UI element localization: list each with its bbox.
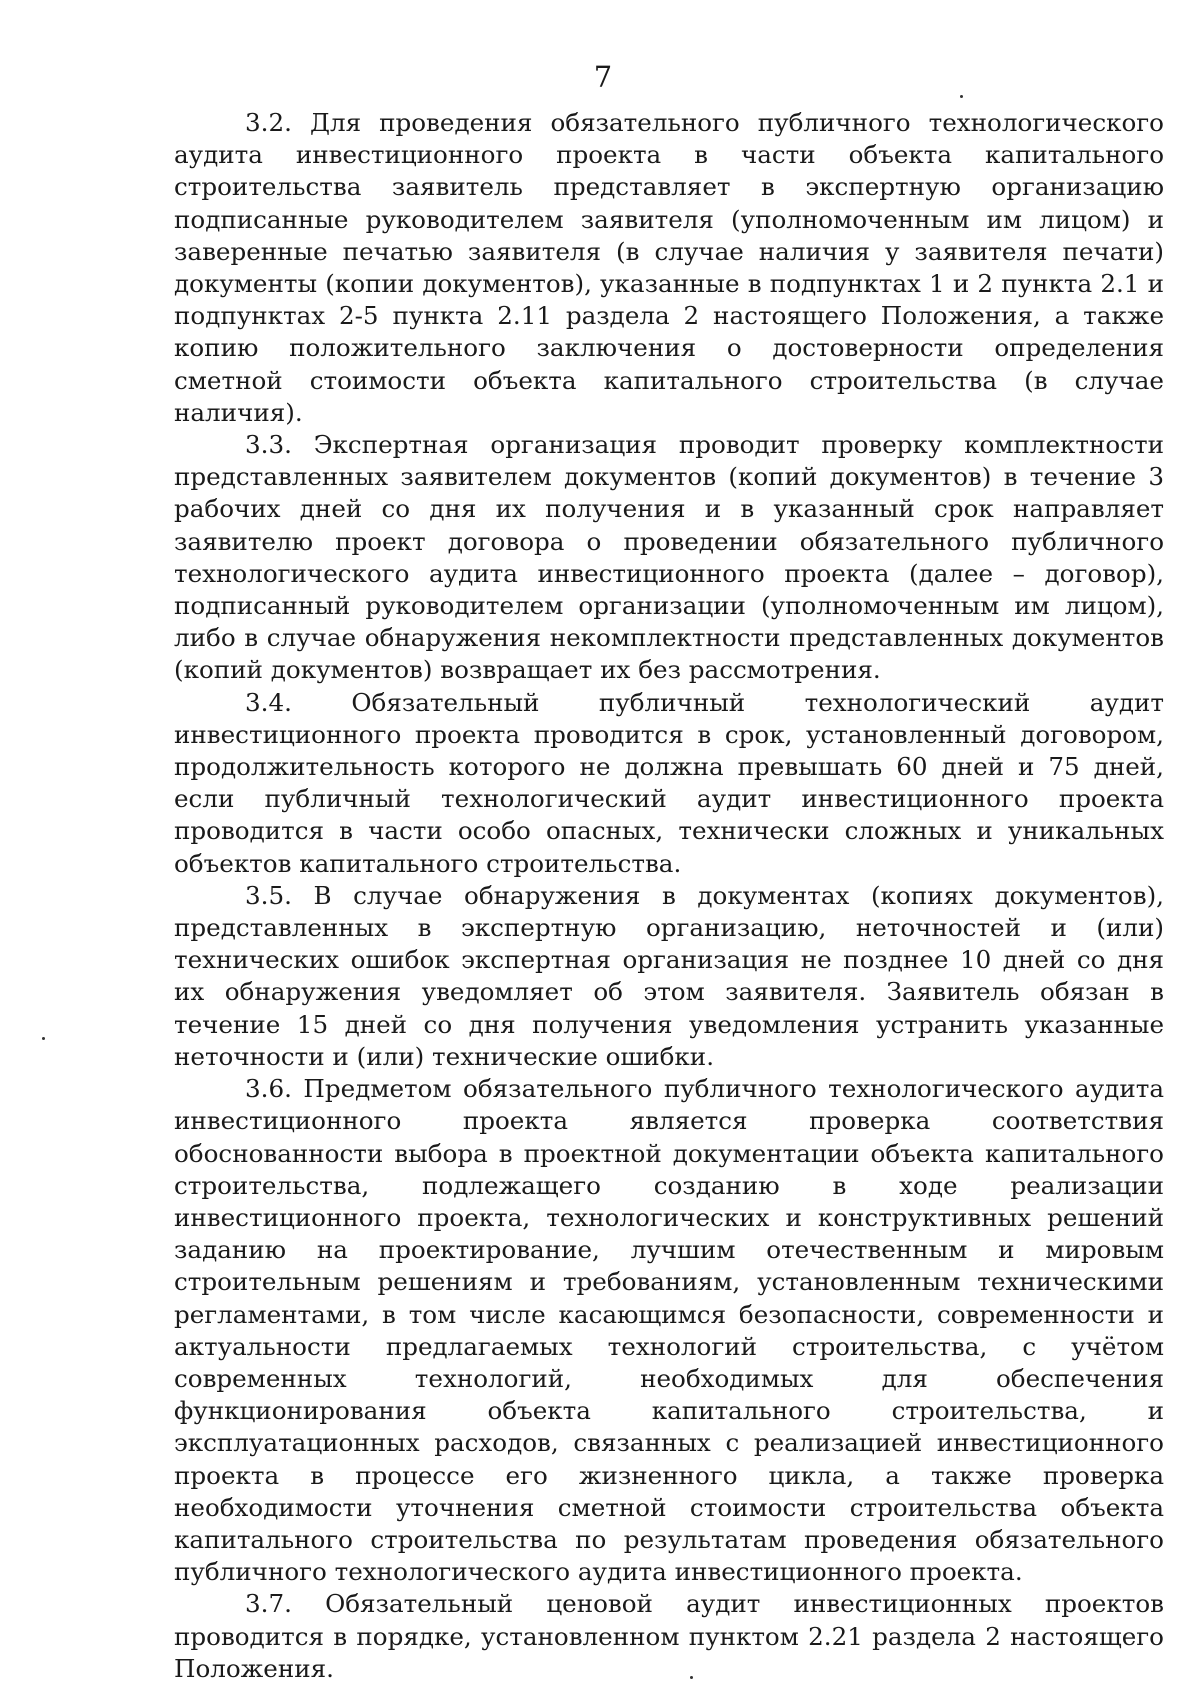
document-body (174, 107, 1164, 1685)
scan-speck (42, 1037, 45, 1040)
paragraph-3-3: 3.3. Экспертная организация проводит проверку комплектности представленных заявителем документов (копий документов) в течение 3 рабочих дней со дня их получения и в указанный срок направляет заявителю проект договора о проведении обязательного публичного технологического аудита инвестиционного проекта (далее – договор), подписанный руководителем организации (уполномоченным им лицом), либо в случае обнаружения некомплектности представленных документов (копий документов) возвращает их без рассмотрения. (174, 430, 1164, 685)
page-number: 7 (593, 60, 613, 94)
paragraph-3-6: 3.6. Предметом обязательного публичного технологического аудита инвестиционного проекта является проверка соответствия обоснованности выбора в проектной документации объекта капитального строительства, подлежащего созданию в ходе реализации инвестиционного проекта, технологических и конструктивных решений заданию на проектирование, лучшим отечественным и мировым строительным решениям и требованиям, установленным техническими регламентами, в том числе касающимся безопасности, современности и актуальности предлагаемых технологий строительства, с учётом современных технологий, необходимых для обеспечения функционирования объекта капитального строительства, и эксплуатационных расходов, связанных с реализацией инвестиционного проекта в процессе его жизненного цикла, а также проверка необходимости уточнения сметной стоимости строительства объекта капитального строительства по результатам проведения обязательного публичного технологического аудита инвестиционного проекта. (174, 1074, 1164, 1587)
paragraph-3-7: 3.7. Обязательный ценовой аудит инвестиционных проектов проводится в порядке, установленном пунктом 2.21 раздела 2 настоящего Положения. (174, 1589, 1164, 1683)
paragraph-3-4: 3.4. Обязательный публичный технологический аудит инвестиционного проекта проводится в срок, установленный договором, продолжительность которого не должна превышать 60 дней и 75 дней, если публичный технологический аудит инвестиционного проекта проводится в части особо опасных, технически сложных и уникальных объектов капитального строительства. (174, 687, 1164, 878)
paragraph-3-5: 3.5. В случае обнаружения в документах (копиях документов), представленных в экспертную организацию, неточностей и (или) технических ошибок экспертная организация не позднее 10 дней со дня их обнаружения уведомляет об этом заявителя. Заявитель обязан в течение 15 дней со дня получения уведомления устранить указанные неточности и (или) технические ошибки. (174, 880, 1164, 1071)
scan-speck (960, 95, 963, 98)
paragraph-3-2: 3.2. Для проведения обязательного публичного технологического аудита инвестиционного проекта в части объекта капитального строительства заявитель представляет в экспертную организацию подписанные руководителем заявителя (уполномоченным им лицом) и заверенные печатью заявителя (в случае наличия у заявителя печати) документы (копии документов), указанные в подпунктах 1 и 2 пункта 2.1 и подпунктах 2-5 пункта 2.11 раздела 2 настоящего Положения, а также копию положительного заключения о достоверности определения сметной стоимости объекта капитального строительства (в случае наличия). (174, 108, 1164, 427)
scan-speck (690, 1676, 693, 1679)
